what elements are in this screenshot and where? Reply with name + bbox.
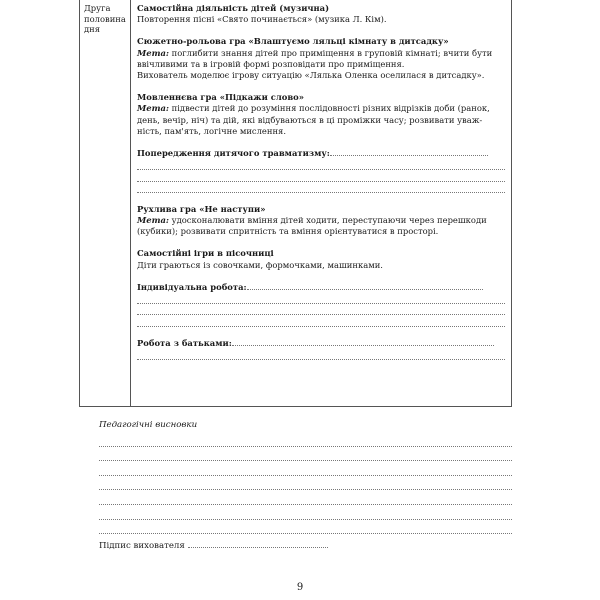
injury-prevention-line[interactable] <box>137 170 505 181</box>
parents-work-label: Робота з батьками: <box>137 337 232 348</box>
goal-label: Мета: <box>137 47 169 58</box>
sandbox-title: Самостійні ігри в пісочниці <box>137 248 274 259</box>
sandbox-text: Діти граються із совочками, формочками, машинками. <box>137 259 383 270</box>
injury-prevention-field[interactable] <box>330 154 488 156</box>
individual-work-line[interactable] <box>137 304 505 315</box>
parents-work-field[interactable] <box>232 344 494 346</box>
speech-goal-line: підвести дітей до розуміння послідовності різних відрізків доби (ранок, <box>168 103 490 114</box>
conclusions-line[interactable] <box>99 447 512 462</box>
activities-cell <box>131 0 511 406</box>
conclusions-line[interactable] <box>99 520 512 535</box>
signature-label: Підпис вихователя <box>99 541 185 552</box>
speech-goal-line: день, вечір, ніч) та дій, які відбуваються в ці проміжки часу; розвивати уваж- <box>137 114 483 125</box>
conclusions-line[interactable] <box>99 476 512 491</box>
individual-work-field[interactable] <box>247 288 483 290</box>
goal-label: Мета: <box>137 103 169 114</box>
speech-game-title: Мовленнєва гра «Підкажи слово» <box>137 92 304 103</box>
left-label-line: Друга <box>84 3 111 13</box>
conclusions-line[interactable] <box>99 432 512 447</box>
parents-work-line[interactable] <box>137 349 505 360</box>
page-number: 9 <box>296 582 304 593</box>
conclusions-line[interactable] <box>99 490 512 505</box>
roleplay-goal-line: ввічливими та в ігровій формі розповідати про приміщення. <box>137 58 405 69</box>
movement-goal-line: удосконалювати вміння дітей ходити, переступаючи через перешкоди <box>168 215 487 225</box>
roleplay-goal-line: поглибити знання дітей про приміщення в груповій кімнаті; вчити бути <box>168 47 493 58</box>
signature-field[interactable] <box>188 546 328 548</box>
conclusions-line[interactable] <box>99 461 512 476</box>
lesson-plan-table <box>79 0 512 407</box>
movement-goal-line: (кубики); розвивати спритність та вміння орієнтуватися в просторі. <box>137 226 439 237</box>
speech-goal-line: ність, пам'ять, логічне мислення. <box>137 125 286 136</box>
individual-work-line[interactable] <box>137 315 505 326</box>
roleplay-extra: Вихователь моделює ігрову ситуацію «Лялька Оленка оселилася в дитсадку». <box>137 70 485 81</box>
injury-prevention-line[interactable] <box>137 159 505 170</box>
conclusions-title: Педагогічні висновки <box>99 420 198 430</box>
music-activity-text: Повторення пісні «Свято починається» (музика Л. Кім). <box>137 14 387 25</box>
left-label-line: половина <box>84 13 126 24</box>
left-label-line: дня <box>84 24 101 34</box>
conclusions-section <box>99 420 512 551</box>
music-activity-title: Самостійна діяльність дітей (музична) <box>137 3 330 13</box>
injury-prevention-label: Попередження дитячого травматизму: <box>137 148 330 159</box>
individual-work-line[interactable] <box>137 293 505 304</box>
roleplay-title: Сюжетно-рольова гра «Влаштуємо ляльці кімнату в дитсадку» <box>137 36 449 47</box>
individual-work-label: Індивідуальна робота: <box>137 281 247 292</box>
injury-prevention-line[interactable] <box>137 182 505 193</box>
movement-game-title: Рухлива гра «Не наступи» <box>137 203 266 214</box>
goal-label: Мета: <box>137 215 169 225</box>
conclusions-line[interactable] <box>99 505 512 520</box>
time-of-day-cell <box>80 0 131 406</box>
